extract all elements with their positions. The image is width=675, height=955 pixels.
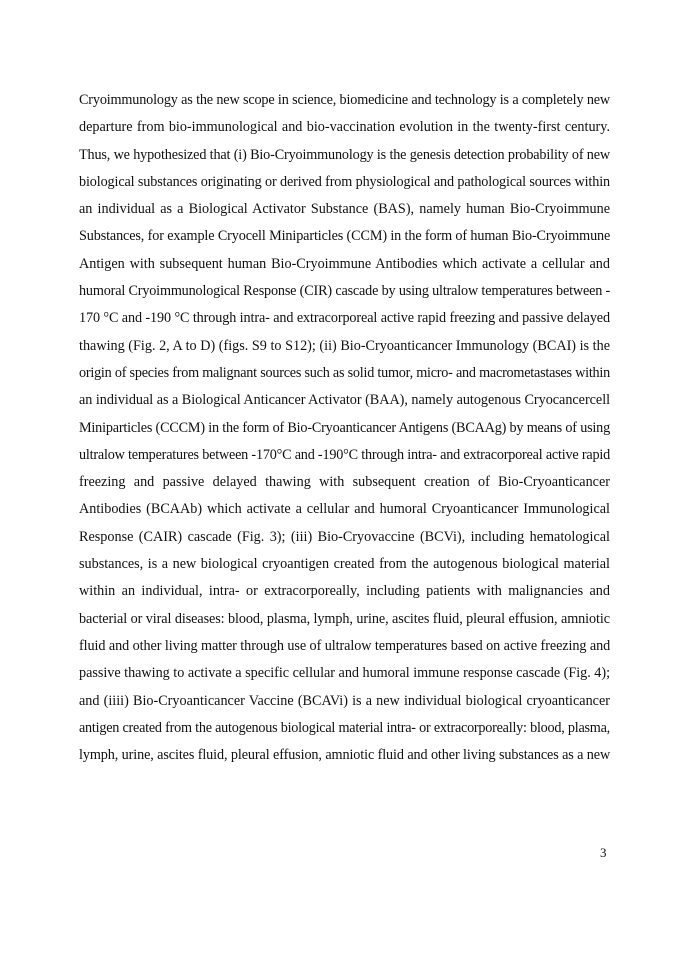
text-line: antigen created from the autogenous biological material intra- or extracorporeally: blood, plasma, xyxy=(79,719,610,736)
text-line: biological substances originating or derived from physiological and pathological sources within xyxy=(79,173,610,190)
text-line: origin of species from malignant sources such as solid tumor, micro- and macrometastases within xyxy=(79,364,610,381)
text-line: Cryoimmunology as the new scope in science, biomedicine and technology is a completely new xyxy=(79,92,610,108)
text-line: bacterial or viral diseases: blood, plasma, lymph, urine, ascites fluid, pleural effusion, amniotic xyxy=(79,610,610,627)
text-line: within an individual, intra- or extracorporeally, including patients with malignancies and xyxy=(79,583,610,600)
text-line: and (iiii) Bio-Cryoanticancer Vaccine (BCAVi) is a new individual biological cryoanticancer xyxy=(79,692,610,709)
text-line: ultralow temperatures between -170°C and -190°C through intra- and extracorporeal active rapid xyxy=(79,446,610,463)
text-line: substances, is a new biological cryoantigen created from the autogenous biological material xyxy=(79,556,610,573)
text-line: thawing (Fig. 2, A to D) (figs. S9 to S12); (ii) Bio-Cryoanticancer Immunology (BCAI) is the xyxy=(79,337,610,354)
text-line: Miniparticles (CCCM) in the form of Bio-Cryoanticancer Antigens (BCAAg) by means of using xyxy=(79,419,610,436)
text-line: Response (CAIR) cascade (Fig. 3); (iii) Bio-Cryovaccine (BCVi), including hematological xyxy=(79,528,610,545)
text-line: Substances, for example Cryocell Miniparticles (CCM) in the form of human Bio-Cryoimmune xyxy=(79,228,611,245)
body-paragraph xyxy=(79,87,610,769)
text-line: an individual as a Biological Activator Substance (BAS), namely human Bio-Cryoimmune xyxy=(79,201,610,218)
text-line: departure from bio-immunological and bio-vaccination evolution in the twenty-first century. xyxy=(79,119,610,136)
page-number: 3 xyxy=(600,845,607,860)
text-line: Antibodies (BCAAb) which activate a cellular and humoral Cryoanticancer Immunological xyxy=(79,501,610,518)
text-line: fluid and other living matter through use of ultralow temperatures based on active freezing and xyxy=(79,637,611,654)
text-line: an individual as a Biological Anticancer Activator (BAA), namely autogenous Cryocancercell xyxy=(79,392,611,409)
text-line: freezing and passive delayed thawing with subsequent creation of Bio-Cryoanticancer xyxy=(79,474,610,491)
text-line: humoral Cryoimmunological Response (CIR) cascade by using ultralow temperatures between - xyxy=(79,283,611,300)
text-line: passive thawing to activate a specific cellular and humoral immune response cascade (Fig. 4); xyxy=(79,665,610,682)
text-line: Antigen with subsequent human Bio-Cryoimmune Antibodies which activate a cellular and xyxy=(79,255,610,272)
text-line: lymph, urine, ascites fluid, pleural effusion, amniotic fluid and other living substances as a new xyxy=(79,747,611,764)
text-line: Thus, we hypothesized that (i) Bio-Cryoimmunology is the genesis detection probability of new xyxy=(79,146,610,163)
text-line: 170 °C and -190 °C through intra- and extracorporeal active rapid freezing and passive delayed xyxy=(79,310,610,327)
